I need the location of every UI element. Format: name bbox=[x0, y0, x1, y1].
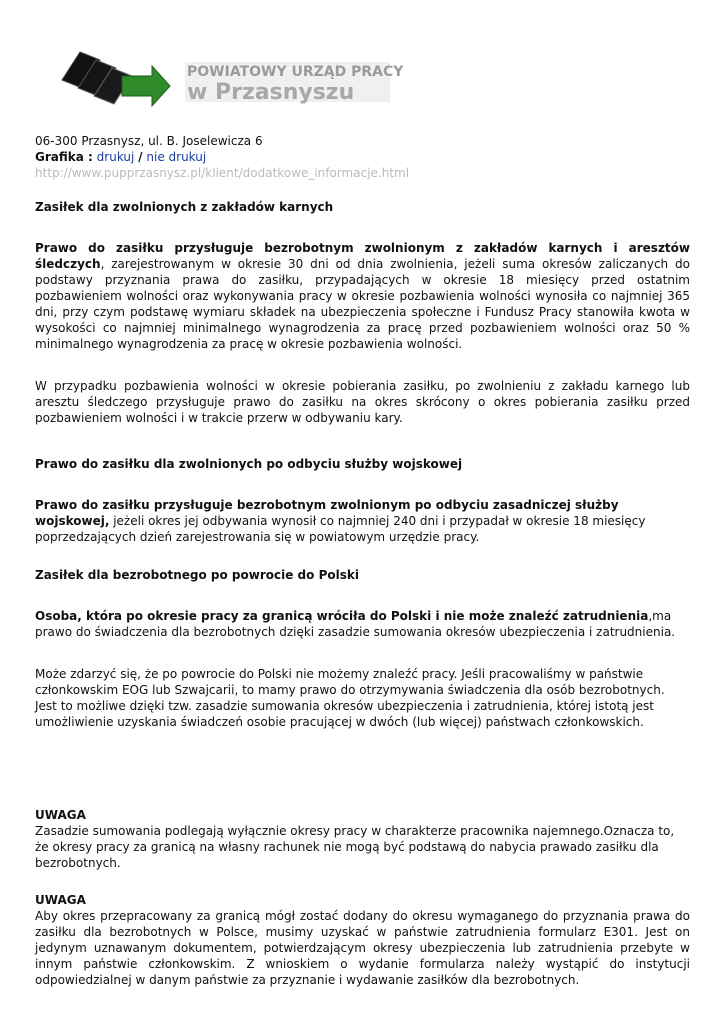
paragraph-prisoners-2: W przypadku pozbawienia wolności w okresie pobierania zasiłku, po zwolnieniu z zakładu karnego lub aresztu śledczego przysługuje prawo do zasiłku na okres skrócony o okres pobierania zasiłku przed pozbawieniem wolności i w trakcie przerw w odbywaniu kary. bbox=[35, 379, 690, 425]
link-separator: / bbox=[138, 150, 143, 164]
grafika-label: Grafika : bbox=[35, 150, 93, 164]
logo-line1: POWIATOWY URZĄD PRACY bbox=[187, 64, 404, 80]
note-text: Zasadzie sumowania podlegają wyłącznie okresy pracy w charakterze pracownika najemnego.Oznacza to, że okresy pracy za granicą na własny rachunek nie mogą być podstawą do nabycia prawado zasiłku dla bezrobotnych. bbox=[35, 824, 675, 870]
note-title: UWAGA bbox=[35, 808, 86, 822]
section-heading-return: Zasiłek dla bezrobotnego po powrocie do Polski bbox=[35, 568, 359, 582]
print-link[interactable]: drukuj bbox=[96, 150, 135, 164]
logo-line2: w Przasnyszu bbox=[187, 80, 355, 105]
section-heading-military: Prawo do zasiłku dla zwolnionych po odbyciu służby wojskowej bbox=[35, 457, 463, 471]
paragraph-return bbox=[35, 608, 690, 640]
paragraph-bold-lead: Prawo do zasiłku przysługuje bezrobotnym zwolnionym po odbyciu zasadniczej służby wojskowej, bbox=[35, 498, 619, 528]
paragraph-text: jeżeli okres jej odbywania wynosił co najmniej 240 dni i przypadał w okresie 18 miesięcy poprzedzających dzień zarejestrowania się w powiatowym urzędzie pracy. bbox=[35, 514, 646, 544]
note-title: UWAGA bbox=[35, 893, 86, 907]
page-content bbox=[35, 133, 690, 988]
note-text: Aby okres przepracowany za granicą mógł zostać dodany do okresu wymaganego do przyznania prawa do zasiłku dla bezrobotnych w Polsce, musimy uzyskać w państwie zatrudnienia formularz E301. Jest on jedynym uznawanym dokumentem, potwierdzającym okresy ubezpieczenia lub zatrudnienia przebyte w innym państwie członkowskim. Z wnioskiem o wydanie formularza należy wystąpić do instytucji odpowiedzialnej w danym państwie za przyznanie i wydawanie zasiłków dla bezrobotnych. bbox=[35, 909, 690, 987]
paragraph-text: , zarejestrowanym w okresie 30 dni od dnia zwolnienia, jeżeli suma okresów zaliczanych do podstawy przyznania prawa do zasiłku, przypadających w okresie 18 miesięcy przed ostatnim pozbawieniem wolności oraz wykonywania pracy w okresie pozbawienia wolności wynosiła co najmniej 365 dni, przy czym podstawę wymiaru składek na ubezpieczenia społeczne i Fundusz Pracy stanowiła kwota w wysokości co najmniej minimalnego wynagrodzenia za pracę przed pozbawieniem wolności oraz 50 % minimalnego wynagrodzenia za pracę w okresie pozbawienia wolności. bbox=[35, 257, 690, 351]
print-options bbox=[35, 149, 690, 165]
paragraph-bold-lead: Prawo do zasiłku przysługuje bezrobotnym zwolnionym z zakładów karnych i aresztów śledczych bbox=[35, 241, 690, 271]
paragraph-bold-lead: Osoba, która po okresie pracy za granicą wróciła do Polski i nie może znaleźć zatrudnienia bbox=[35, 609, 649, 623]
paragraph-return-2: Może zdarzyć się, że po powrocie do Polski nie możemy znaleźć pracy. Jeśli pracowaliśmy w państwie członkowskim EOG lub Szwajcarii, to mamy prawo do otrzymywania świadczenia dla osób bezrobotnych. Jest to możliwe dzięki tzw. zasadzie sumowania okresów ubezpieczenia i zatrudnienia, której istotą jest umożliwienie uzyskania świadczeń osobie pracującej w dwóch (lub więcej) państwach członkowskich. bbox=[35, 667, 665, 729]
address: 06-300 Przasnysz, ul. B. Joselewicza 6 bbox=[35, 134, 263, 148]
paragraph-text: ,ma prawo do świadczenia dla bezrobotnych dzięki zasadzie sumowania okresów ubezpieczenia i zatrudnienia. bbox=[35, 609, 676, 639]
no-print-link[interactable]: nie drukuj bbox=[146, 150, 207, 164]
paragraph-military bbox=[35, 497, 690, 545]
page-url: http://www.pupprzasnysz.pl/klient/dodatkowe_informacje.html bbox=[35, 166, 410, 180]
paragraph-prisoners bbox=[35, 240, 690, 352]
logo bbox=[60, 50, 405, 110]
section-heading-prisoners: Zasiłek dla zwolnionych z zakładów karnych bbox=[35, 200, 334, 214]
logo-graphic bbox=[60, 50, 405, 110]
